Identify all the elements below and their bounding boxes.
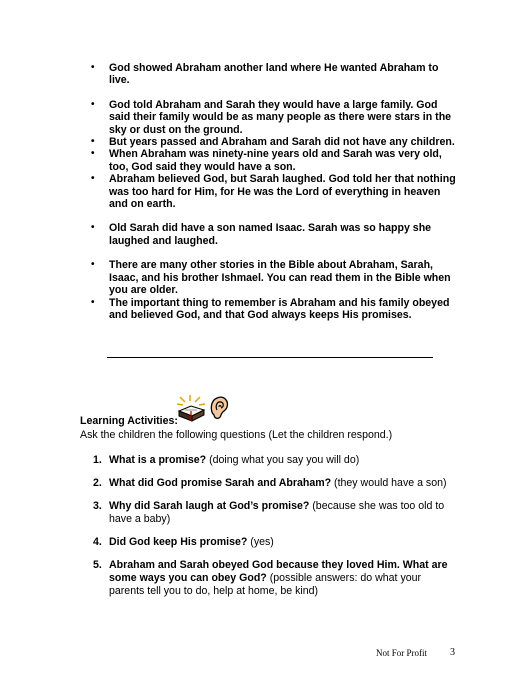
bullet-item: [91, 222, 461, 247]
answer-text: (because she was too old to have a baby): [109, 500, 445, 525]
activities-intro: Ask the children the following questions (Let the children respond.): [80, 429, 393, 441]
story-bullet-list: [91, 62, 461, 321]
question-text: What is a promise?: [109, 454, 207, 466]
bullet-marker: •: [91, 296, 95, 308]
question-item: [93, 536, 453, 549]
question-item: [93, 559, 453, 598]
question-number: 1.: [93, 454, 102, 466]
bullet-marker: •: [91, 222, 95, 234]
learning-activities-heading: Learning Activities:: [80, 415, 178, 427]
bullet-marker: •: [91, 136, 95, 148]
answer-text: (possible answers: do what your parents tell you to do, help at home, be kind): [109, 572, 422, 597]
question-text: Why did Sarah laugh at God’s promise?: [109, 500, 310, 512]
bullet-text: The important thing to remember is Abraham and his family obeyed and believed God, and that God always keeps His promises.: [109, 296, 450, 321]
bullet-text: There are many other stories in the Bible about Abraham, Sarah, Isaac, and his brother Ishmael. You can read them in the Bible when you are older.: [109, 259, 451, 297]
bullet-marker: •: [91, 98, 95, 110]
question-item: [93, 454, 453, 467]
question-number: 4.: [93, 536, 102, 548]
question-number: 5.: [93, 559, 102, 571]
bullet-text: God showed Abraham another land where He wanted Abraham to live.: [109, 62, 439, 87]
section-divider: [107, 357, 433, 358]
bullet-item: [91, 297, 461, 322]
bullet-item: [91, 173, 461, 210]
bullet-marker: •: [91, 62, 95, 73]
bullet-text: But years passed and Abraham and Sarah did not have any children.: [109, 136, 455, 149]
answer-text: (they would have a son): [331, 477, 447, 489]
page-number: 3: [450, 647, 455, 658]
bullet-marker: •: [91, 259, 95, 271]
answer-text: (doing what you say you will do): [206, 454, 360, 466]
bullet-text: Abraham believed God, but Sarah laughed. God told her that nothing was too hard for Him, for He was the Lord of everything in heaven and on earth.: [109, 173, 456, 211]
question-item: [93, 477, 453, 490]
bullet-text: Old Sarah did have a son named Isaac. Sarah was so happy she laughed and laughed.: [109, 222, 432, 247]
question-text: Abraham and Sarah obeyed God because they loved Him. What are some ways you can obey God?: [109, 559, 448, 584]
answer-text: (yes): [247, 536, 274, 548]
footer-text: Not For Profit: [376, 648, 428, 658]
bullet-item: [91, 259, 461, 296]
bullet-text: God told Abraham and Sarah they would have a large family. God said their family would be as many people as there were stars in the sky or dust on the ground.: [109, 98, 452, 136]
bullet-item: [91, 148, 461, 173]
bible-icon: [176, 395, 206, 423]
ear-icon: [208, 395, 230, 421]
bullet-item: [91, 62, 461, 87]
question-number: 2.: [93, 477, 102, 489]
question-list: [93, 454, 453, 608]
bullet-item: [91, 99, 461, 136]
bullet-text: When Abraham was ninety-nine years old and Sarah was very old, too, God said they would have a son.: [109, 148, 442, 173]
bullet-marker: •: [91, 173, 95, 185]
question-item: [93, 500, 453, 526]
bullet-item: [91, 136, 461, 148]
bullet-marker: •: [91, 148, 95, 160]
question-number: 3.: [93, 500, 102, 512]
question-text: Did God keep His promise?: [109, 536, 248, 548]
question-text: What did God promise Sarah and Abraham?: [109, 477, 332, 489]
